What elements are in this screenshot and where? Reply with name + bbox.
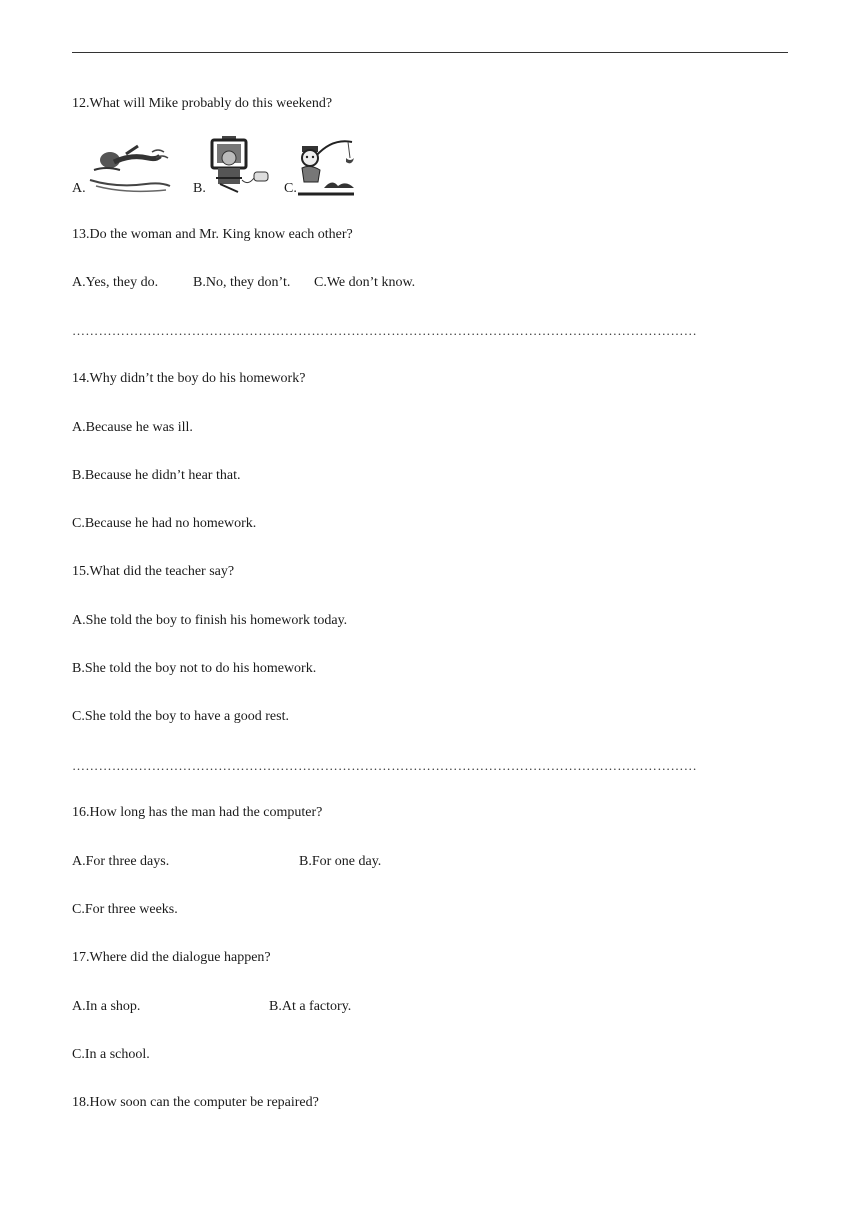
q13-option-c[interactable]: C.We don’t know.	[314, 275, 416, 290]
q14-option-b[interactable]: B.Because he didn’t hear that.	[72, 468, 241, 483]
section-separator: ……………………………………………………………………………………………………………………………	[72, 323, 698, 338]
q12-option-b-label[interactable]: B.	[193, 181, 206, 196]
question-15-stem: 15.What did the teacher say?	[72, 564, 235, 579]
q15-option-a[interactable]: A.She told the boy to finish his homework today.	[72, 613, 348, 628]
computer-game-icon	[206, 134, 272, 196]
q13-option-b[interactable]: B.No, they don’t.	[193, 275, 291, 290]
question-18-stem: 18.How soon can the computer be repaired?	[72, 1095, 319, 1110]
q14-option-a[interactable]: A.Because he was ill.	[72, 420, 193, 435]
q15-option-b[interactable]: B.She told the boy not to do his homework.	[72, 661, 317, 676]
q16-option-b[interactable]: B.For one day.	[299, 854, 382, 869]
q13-option-a[interactable]: A.Yes, they do.	[72, 275, 159, 290]
q17-option-c[interactable]: C.In a school.	[72, 1047, 150, 1062]
header-rule	[72, 52, 788, 53]
question-14-stem: 14.Why didn’t the boy do his homework?	[72, 371, 306, 386]
question-12-stem: 12.What will Mike probably do this weekend?	[72, 96, 333, 111]
q17-option-a[interactable]: A.In a shop.	[72, 999, 141, 1014]
q12-option-c-label[interactable]: C.	[284, 181, 297, 196]
question-16-stem: 16.How long has the man had the computer?	[72, 805, 323, 820]
q16-option-a[interactable]: A.For three days.	[72, 854, 170, 869]
fishing-icon	[296, 136, 356, 196]
question-17-stem: 17.Where did the dialogue happen?	[72, 950, 271, 965]
question-13-stem: 13.Do the woman and Mr. King know each other?	[72, 227, 353, 242]
q15-option-c[interactable]: C.She told the boy to have a good rest.	[72, 709, 289, 724]
q12-option-a-label[interactable]: A.	[72, 181, 86, 196]
swimming-icon	[86, 140, 174, 196]
q14-option-c[interactable]: C.Because he had no homework.	[72, 516, 257, 531]
q17-option-b[interactable]: B.At a factory.	[269, 999, 352, 1014]
q16-option-c[interactable]: C.For three weeks.	[72, 902, 178, 917]
section-separator: ……………………………………………………………………………………………………………………………	[72, 758, 698, 773]
